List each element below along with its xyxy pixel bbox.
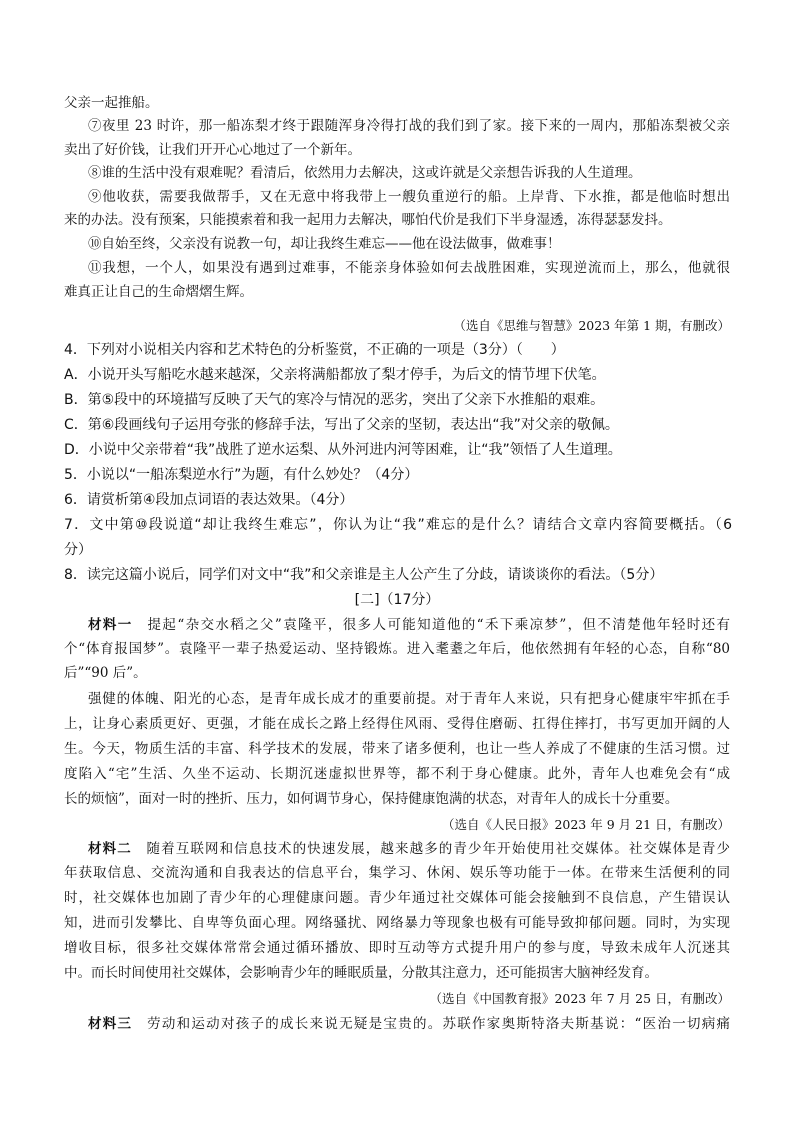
material-3-label: 材料三: [88, 1016, 133, 1032]
question-4-option-a: A．小说开头写船吃水越来越深，父亲将满船都放了梨才停手，为后文的情节埋下伏笔。: [64, 367, 606, 383]
paragraph-7-line-1: ⑦夜里 23 时许，那一船冻梨才终于跟随浑身冷得打战的我们到了家。接下来的一周内，那船冻梨被父亲: [88, 118, 730, 134]
question-6: 6．请赏析第④段加点词语的表达效果。（4分）: [64, 492, 354, 508]
material-1-line-1: [88, 616, 730, 634]
material-1-p2-line-4: 度陷入“宅”生活、久坐不运动、长期沉迷虚拟世界等，都不利于身心健康。此外，青年人也难免会有“成: [64, 766, 730, 782]
question-4: 4．下列对小说相关内容和艺术特色的分析鉴赏，不正确的一项是（3分）（ ）: [64, 342, 565, 358]
material-2-line-3: 时，社交媒体也加剧了青少年的心理健康问题。青少年通过社交媒体可能会接触到不良信息，产生错误认: [64, 890, 730, 906]
material-1-p2-line-5: 长的烦恼”，面对一时的挫折、压力，如何调节身心，保持健康饱满的状态，对青年人的成长十分重要。: [64, 791, 679, 807]
material-1-p2-line-3: 生。今天，物质生活的丰富、科学技术的发展，带来了诸多便利，也让一些人养成了不健康的生活习惯。过: [64, 741, 730, 757]
paragraph-10: ⑩自始至终，父亲没有说教一句，却让我终生难忘——他在设法做事，做难事！: [88, 236, 561, 252]
paragraph-11-line-1: ⑪我想，一个人，如果没有遇到过难事，不能亲身体验如何去战胜困难，实现逆流而上，那么，他就很: [88, 260, 730, 276]
material-2-line-2: 年获取信息、交流沟通和自我表达的信息平台，集学习、休闲、娱乐等功能于一体。在带来生活便利的同: [64, 865, 730, 881]
material-1-line-3: 后”“90 后”。: [64, 665, 147, 681]
material-1-p2-line-1: 强健的体魄、阳光的心态，是青年成长成才的重要前提。对于青年人来说，只有把身心健康牢牢抓在手: [88, 691, 730, 707]
question-8: 8．读完这篇小说后，同学们对文中“我”和父亲谁是主人公产生了分歧，请谈谈你的看法。（5分）: [64, 567, 664, 583]
material-1-text-1: 提起“杂交水稻之父”袁隆平，很多人可能知道他的“禾下乘凉梦”，但不清楚他年轻时还有: [147, 617, 731, 633]
material-2-label: 材料二: [88, 841, 132, 857]
material-1-p2-line-2: 上，让身心素质更好、更强，才能在成长之路上经得住风雨、受得住磨砺、扛得住摔打，书写更加开阔的人: [64, 716, 730, 732]
material-3-text-1: 劳动和运动对孩子的成长来说无疑是宝贵的。苏联作家奥斯特洛夫斯基说：“医治一切病痛: [147, 1016, 731, 1032]
question-7-line-2: 分）: [64, 542, 92, 558]
material-1-label: 材料一: [88, 617, 133, 633]
question-7-line-1: 7．文中第⑩段说道“却让我终生难忘”，你认为让“我”难忘的是什么？请结合文章内容简要概括。（6: [64, 517, 732, 533]
question-5: 5．小说以“一船冻梨逆水行”为题，有什么妙处？（4分）: [64, 467, 419, 483]
paragraph-7-line-2: 卖出了好价钱，让我们开开心心地过了一个新年。: [64, 142, 361, 158]
material-2-line-1: [88, 840, 730, 858]
material-3-line-1: [88, 1015, 730, 1033]
paragraph-9-line-2: 来的办法。没有预案，只能摸索着和我一起用力去解决，哪怕代价是我们下半身湿透，冻得瑟瑟发抖。: [64, 212, 672, 228]
section-2-heading: [二]（17分）: [354, 592, 440, 608]
material-2-source: （选自《中国教育报》2023 年 7 月 25 日，有删改）: [429, 991, 730, 1006]
story-intro-line: 父亲一起推船。: [64, 95, 159, 111]
material-2-line-5: 增收目标，很多社交媒体常常会通过循环播放、即时互动等方式提升用户的参与度，导致未成年人沉迷其: [64, 940, 730, 956]
question-4-option-d: D．小说中父亲带着“我”战胜了逆水运梨、从外河进内河等困难，让“我”领悟了人生道理。: [64, 442, 622, 458]
story-source: （选自《思维与智慧》2023 年第 1 期，有删改）: [453, 318, 730, 333]
question-4-option-c: C．第⑥段画线句子运用夸张的修辞手法，写出了父亲的坚韧，表达出“我”对父亲的敬佩。: [64, 417, 619, 433]
material-1-source: （选自《人民日报》2023 年 9 月 21 日，有删改）: [441, 817, 730, 832]
material-2-text-1: 随着互联网和信息技术的快速发展，越来越多的青少年开始使用社交媒体。社交媒体是青少: [146, 841, 731, 857]
material-2-line-4: 知，进而引发攀比、自卑等负面心理。网络骚扰、网络暴力等现象也极有可能导致抑郁问题。同时，为实现: [64, 915, 730, 931]
material-1-line-2: 个“体育报国梦”。袁隆平一辈子热爱运动、坚持锻炼。进入耄耋之年后，他依然拥有年轻的心态，自称“80: [64, 641, 730, 657]
material-2-line-6: 中。而长时间使用社交媒体，会影响青少年的睡眠质量，分散其注意力，还可能损害大脑神经发育。: [64, 965, 658, 981]
paragraph-11-line-2: 难真正让自己的生命熠熠生辉。: [64, 284, 253, 300]
paragraph-8: ⑧谁的生活中没有艰难呢？看清后，依然用力去解决，这或许就是父亲想告诉我的人生道理。: [88, 165, 642, 181]
question-4-option-b: B．第⑤段中的环境描写反映了天气的寒冷与情况的恶劣，突出了父亲下水推船的艰难。: [64, 392, 605, 408]
paragraph-9-line-1: ⑨他收获，需要我做帮手，又在无意中将我带上一艘负重逆行的船。上岸背、下水推，都是他临时想出: [88, 189, 730, 205]
